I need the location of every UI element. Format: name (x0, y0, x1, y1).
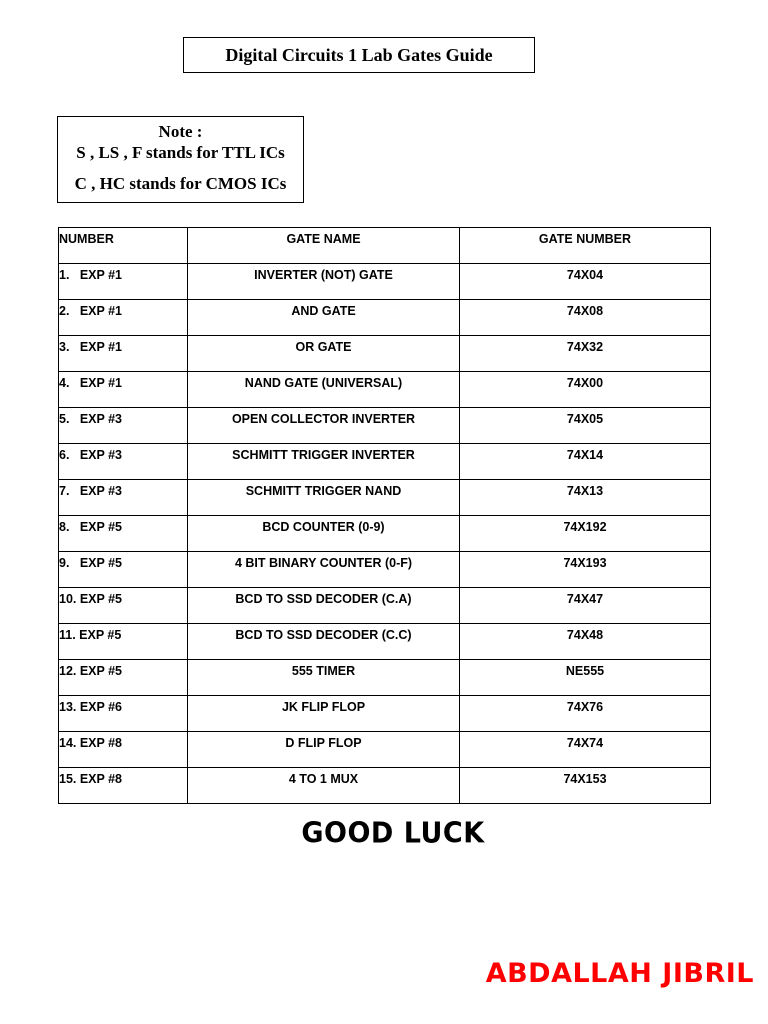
cell-gate-name: JK FLIP FLOP (188, 696, 460, 732)
table-row (59, 768, 711, 804)
header-gate-name: GATE NAME (188, 228, 460, 264)
cell-number: 11. EXP #5 (59, 624, 188, 660)
table-row (59, 480, 711, 516)
cell-gate-number: 74X47 (460, 588, 711, 624)
table-row (59, 372, 711, 408)
cell-gate-number: 74X08 (460, 300, 711, 336)
table-row (59, 552, 711, 588)
header-number: NUMBER (59, 228, 188, 264)
cell-number: 14. EXP #8 (59, 732, 188, 768)
note-line-cmos: C , HC stands for CMOS ICs (74, 174, 287, 193)
cell-gate-name: D FLIP FLOP (188, 732, 460, 768)
cell-gate-name: SCHMITT TRIGGER NAND (188, 480, 460, 516)
cell-gate-name: 555 TIMER (188, 660, 460, 696)
note-line-ttl: S , LS , F stands for TTL ICs (76, 143, 285, 162)
cell-number: 7. EXP #3 (59, 480, 188, 516)
table-row (59, 732, 711, 768)
cell-number: 10. EXP #5 (59, 588, 188, 624)
table-body (59, 264, 711, 804)
cell-gate-number: 74X00 (460, 372, 711, 408)
cell-number: 9. EXP #5 (59, 552, 188, 588)
table-row (59, 624, 711, 660)
cell-gate-name: BCD TO SSD DECODER (C.A) (188, 588, 460, 624)
table-row (59, 516, 711, 552)
cell-gate-number: 74X04 (460, 264, 711, 300)
table-row (59, 660, 711, 696)
document-title: Digital Circuits 1 Lab Gates Guide (225, 44, 493, 65)
cell-gate-number: 74X13 (460, 480, 711, 516)
cell-number: 2. EXP #1 (59, 300, 188, 336)
table-row (59, 336, 711, 372)
good-luck-text: GOOD LUCK (301, 817, 485, 850)
cell-gate-name: AND GATE (188, 300, 460, 336)
author-signature: ABDALLAH JIBRIL (485, 958, 754, 989)
table-row (59, 696, 711, 732)
cell-gate-number: 74X193 (460, 552, 711, 588)
table-row (59, 588, 711, 624)
cell-gate-number: 74X32 (460, 336, 711, 372)
cell-number: 12. EXP #5 (59, 660, 188, 696)
table-row (59, 444, 711, 480)
cell-number: 5. EXP #3 (59, 408, 188, 444)
cell-number: 1. EXP #1 (59, 264, 188, 300)
table-row (59, 264, 711, 300)
cell-number: 13. EXP #6 (59, 696, 188, 732)
cell-number: 8. EXP #5 (59, 516, 188, 552)
cell-gate-number: 74X14 (460, 444, 711, 480)
note-box (57, 116, 304, 203)
cell-gate-number: 74X76 (460, 696, 711, 732)
document-title-box (183, 37, 535, 73)
gates-table (58, 227, 711, 804)
cell-gate-name: BCD COUNTER (0-9) (188, 516, 460, 552)
cell-number: 4. EXP #1 (59, 372, 188, 408)
cell-number: 3. EXP #1 (59, 336, 188, 372)
cell-gate-number: 74X74 (460, 732, 711, 768)
note-heading: Note : (158, 122, 203, 141)
table-header-row (59, 228, 711, 264)
cell-gate-name: 4 TO 1 MUX (188, 768, 460, 804)
cell-gate-name: INVERTER (NOT) GATE (188, 264, 460, 300)
header-gate-number: GATE NUMBER (460, 228, 711, 264)
cell-number: 15. EXP #8 (59, 768, 188, 804)
cell-gate-name: SCHMITT TRIGGER INVERTER (188, 444, 460, 480)
cell-gate-number: 74X48 (460, 624, 711, 660)
table-row (59, 300, 711, 336)
cell-gate-name: OR GATE (188, 336, 460, 372)
cell-gate-number: 74X05 (460, 408, 711, 444)
cell-gate-name: 4 BIT BINARY COUNTER (0-F) (188, 552, 460, 588)
cell-gate-name: BCD TO SSD DECODER (C.C) (188, 624, 460, 660)
cell-gate-name: NAND GATE (UNIVERSAL) (188, 372, 460, 408)
table-row (59, 408, 711, 444)
cell-number: 6. EXP #3 (59, 444, 188, 480)
cell-gate-number: 74X192 (460, 516, 711, 552)
cell-gate-name: OPEN COLLECTOR INVERTER (188, 408, 460, 444)
cell-gate-number: 74X153 (460, 768, 711, 804)
cell-gate-number: NE555 (460, 660, 711, 696)
